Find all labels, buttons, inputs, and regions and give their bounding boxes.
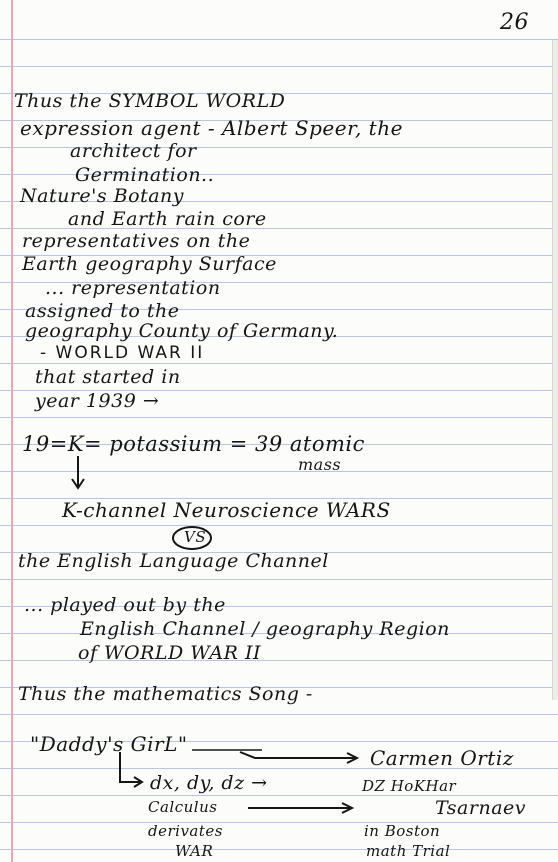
line-24: "Daddy's GirL": [30, 732, 188, 756]
line-8: Earth geography Surface: [22, 253, 277, 275]
line-20: ... played out by the: [24, 594, 226, 616]
line-2: expression agent - Albert Speer, the: [20, 116, 403, 140]
line-5: Nature's Botany: [20, 185, 184, 207]
line-4: Germination..: [75, 164, 215, 186]
line-32: WAR: [175, 842, 214, 860]
line-11: geography County of Germany.: [25, 320, 339, 342]
line-26: dx, dy, dz →: [150, 772, 268, 794]
line-14: year 1939 →: [35, 390, 160, 412]
line-30: derivates: [148, 822, 223, 840]
line-3: architect for: [70, 140, 197, 162]
line-33: math Trial: [366, 842, 451, 860]
line-21: English Channel / geography Region: [80, 618, 450, 640]
line-13: that started in: [35, 366, 181, 388]
down-arrow-icon: [72, 456, 84, 488]
arrow-to-tsarnaev: [248, 803, 352, 813]
line-29: Tsarnaev: [435, 797, 526, 819]
line-16: mass: [298, 455, 342, 474]
l-arrow: [120, 752, 142, 787]
line-7: representatives on the: [22, 230, 251, 252]
arrow-to-carmen: [240, 752, 357, 763]
line-22: of WORLD WAR II: [78, 642, 261, 664]
line-23: Thus the mathematics Song -: [18, 683, 313, 705]
line-31: in Boston: [364, 822, 441, 840]
line-19: the English Language Channel: [18, 550, 329, 572]
line-12: - WORLD WAR II: [40, 343, 205, 363]
page-number: 26: [500, 10, 529, 35]
line-28: Calculus: [148, 798, 218, 816]
page-edge: [552, 40, 558, 700]
line-15: 19=K= potassium = 39 atomic: [22, 432, 365, 456]
line-9: ... representation: [45, 277, 221, 299]
margin-line: [11, 0, 13, 862]
line-6: and Earth rain core: [68, 208, 267, 230]
line-27: DZ HoKHar: [362, 777, 457, 795]
line-25: Carmen Ortiz: [370, 746, 514, 770]
line-10: assigned to the: [25, 300, 180, 322]
line-1: Thus the SYMBOL WORLD: [14, 90, 286, 112]
line-17: K-channel Neuroscience WARS: [62, 498, 391, 522]
line-18: VS: [184, 528, 207, 546]
